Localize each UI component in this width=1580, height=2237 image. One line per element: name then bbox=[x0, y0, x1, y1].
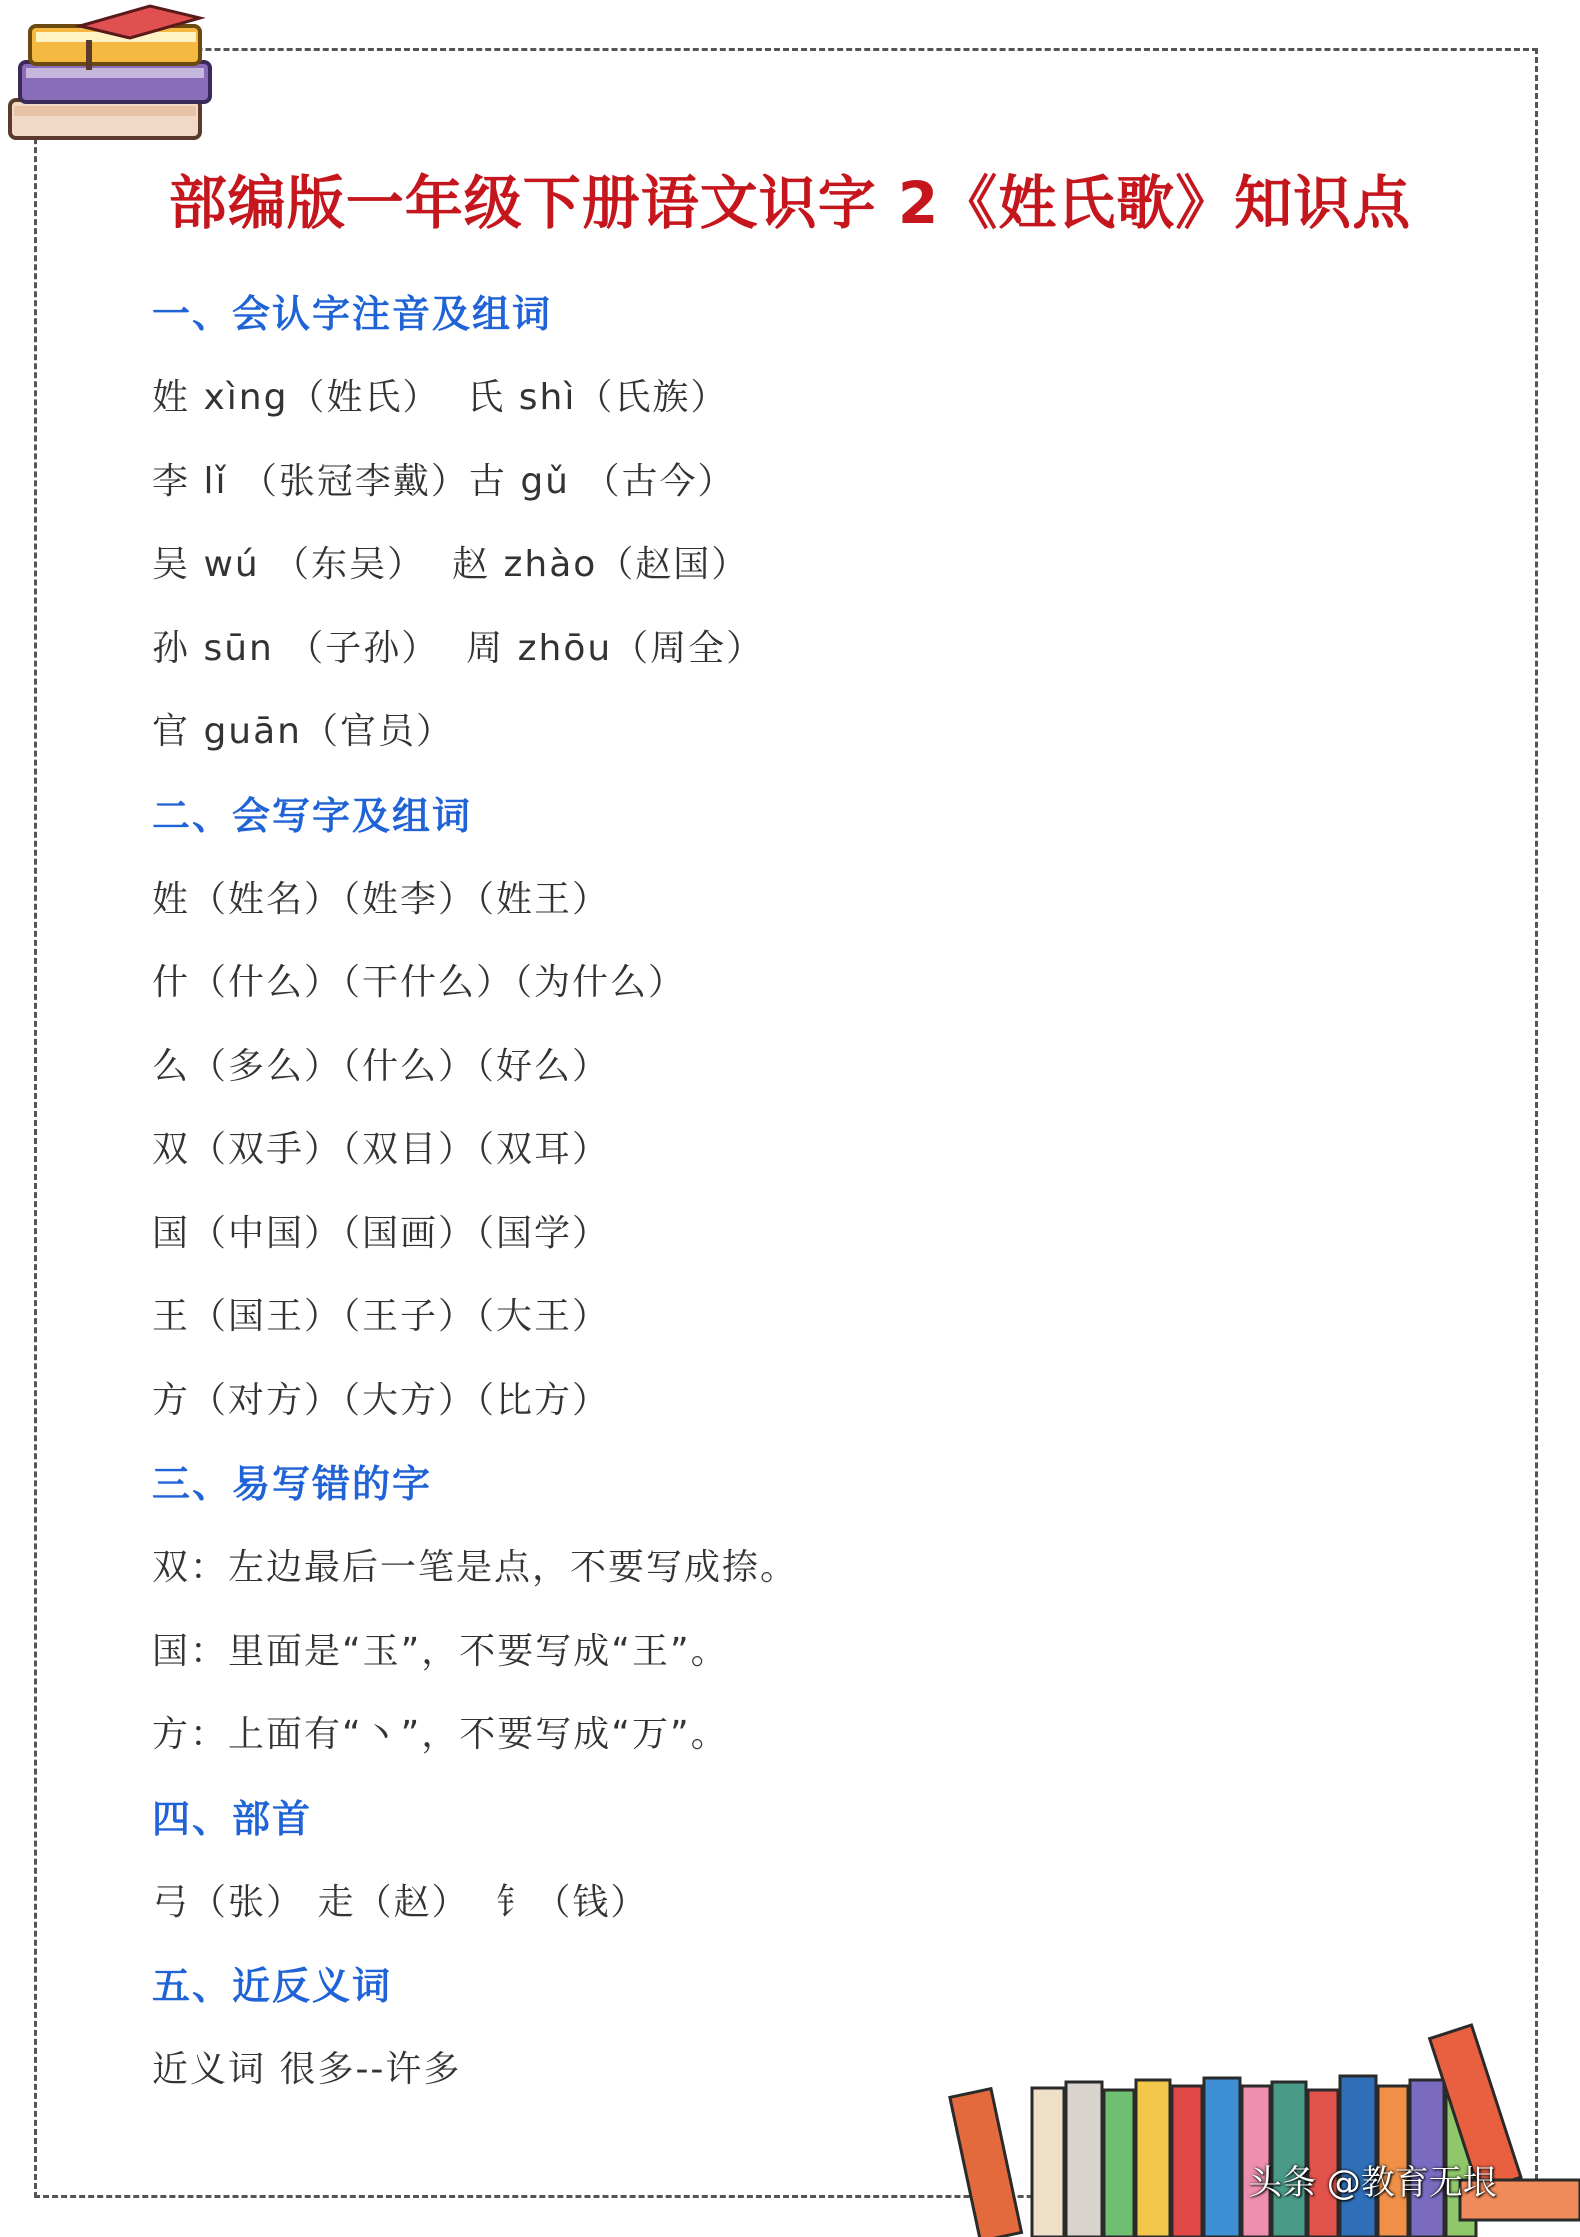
section-heading: 五、近反义词 bbox=[152, 1964, 393, 2008]
content-line: 双：左边最后一笔是点，不要写成捺。 bbox=[152, 1547, 799, 1588]
section-heading: 二、会写字及组词 bbox=[152, 793, 473, 838]
content-line: 官 guān（官员） bbox=[152, 711, 454, 752]
section-3 bbox=[152, 1442, 1452, 1777]
content-line: 方（对方）（大方）（比方） bbox=[152, 1379, 611, 1421]
content-line: 姓（姓名）（姓李）（姓王） bbox=[152, 878, 611, 920]
content-line: 什（什么）（干什么）（为什么） bbox=[152, 962, 687, 1003]
section-2 bbox=[152, 774, 1452, 1443]
content-line: 姓 xìng（姓氏） 氏 shì（氏族） bbox=[152, 377, 729, 418]
content-line: 么（多么）（什么）（好么） bbox=[152, 1045, 611, 1087]
page-title: 部编版一年级下册语文识字 2《姓氏歌》知识点 bbox=[168, 169, 1412, 237]
content-line: 近义词 很多--许多 bbox=[152, 2049, 462, 2090]
content-line: 方：上面有“丶”，不要写成“万”。 bbox=[152, 1714, 729, 1755]
section-heading: 三、易写错的字 bbox=[152, 1462, 433, 1506]
content-line: 弓（张） 走（赵） 钅（钱） bbox=[152, 1881, 649, 1923]
watermark: 头条 @教育无垠 bbox=[1248, 2163, 1497, 2203]
bookshelf-icon bbox=[940, 2020, 1580, 2237]
section-heading: 四、部首 bbox=[152, 1796, 313, 1841]
book-stack-icon bbox=[0, 0, 230, 150]
content-line: 国（中国）（国画）（国学） bbox=[152, 1212, 611, 1254]
content-line: 双（双手）（双目）（双耳） bbox=[152, 1129, 611, 1170]
content-line: 吴 wú （东吴） 赵 zhào（赵国） bbox=[152, 544, 750, 585]
content bbox=[152, 272, 1452, 2112]
content-line: 孙 sūn （子孙） 周 zhōu（周全） bbox=[152, 627, 765, 669]
section-1 bbox=[152, 272, 1452, 774]
content-line: 王（国王）（王子）（大王） bbox=[152, 1296, 611, 1337]
content-line: 国：里面是“玉”，不要写成“王”。 bbox=[152, 1630, 729, 1672]
content-line: 李 lǐ （张冠李戴）古 gǔ （古今） bbox=[152, 460, 736, 502]
section-heading: 一、会认字注音及组词 bbox=[152, 292, 553, 336]
section-4 bbox=[152, 1777, 1452, 1945]
